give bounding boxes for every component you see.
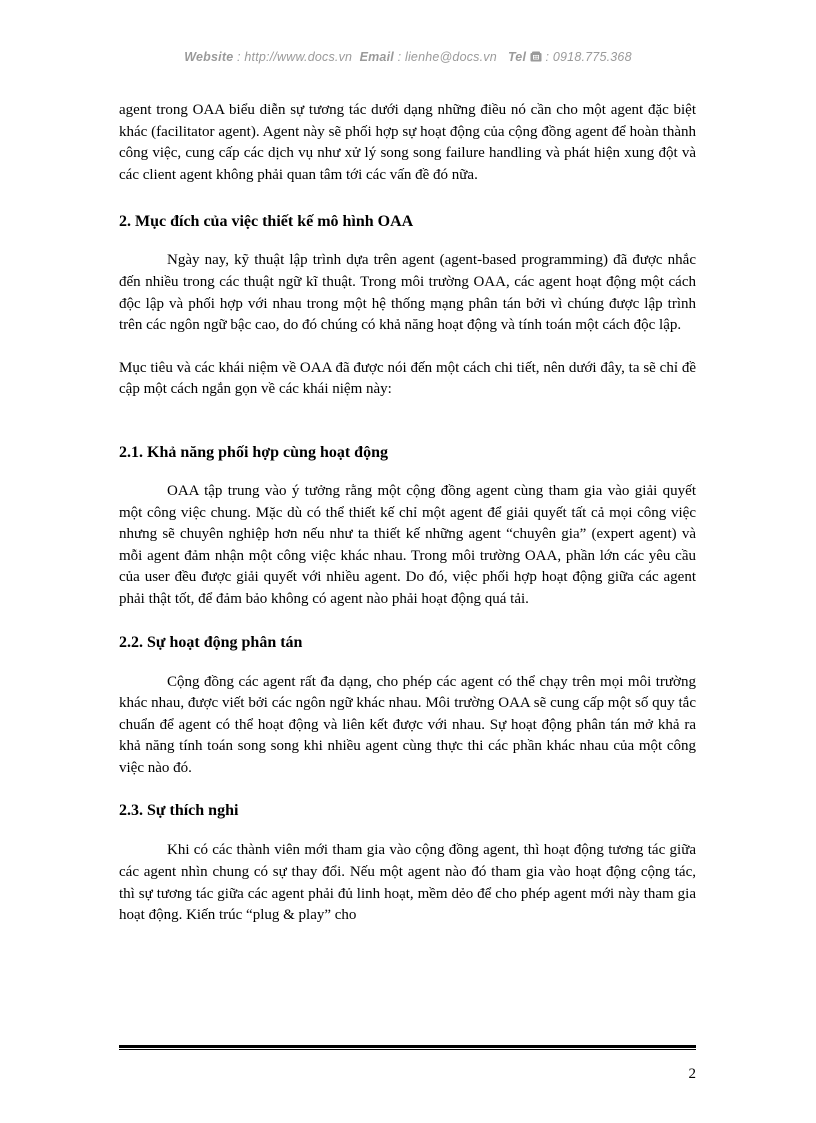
tel-value: : 0918.775.368: [545, 50, 632, 64]
section-2-1-heading: 2.1. Khả năng phối hợp cùng hoạt động: [119, 443, 388, 461]
footer-divider: [119, 1045, 696, 1050]
email-label: Email: [359, 50, 394, 64]
section-2-paragraph-2: Mục tiêu và các khái niệm về OAA đã được nói đến một cách chi tiết, nên dưới đây, ta sẽ chỉ đề cập một cách ngắn gọn về các khái niệm này:: [119, 359, 696, 398]
section-2-paragraph-1: Ngày nay, kỹ thuật lập trình dựa trên agent (agent-based programming) đã được nhắc đến nhiều trong các thuật ngữ kĩ thuật. Trong môi trường OAA, các agent hoạt động một cách độc lập và phối hợp với nhau trong một hệ thống mạng phân tán bởi vì chúng được lập trình trên các ngôn ngữ bậc cao, do đó chúng có khả năng hoạt động và tính toán một cách độc lập.: [119, 252, 696, 334]
document-body: [119, 100, 696, 927]
intro-paragraph: agent trong OAA biểu diễn sự tương tác dưới dạng những điều nó cần cho một agent đặc biệt khác (facilitator agent). Agent này sẽ phối hợp sự hoạt động của cộng đồng agent để hoàn thành công việc, cung cấp các dịch vụ như xử lý song song failure handling và phát hiện xung đột và các client agent không phải quan tâm tới các vấn đề đó nữa.: [119, 102, 696, 183]
tel-label: Tel: [507, 50, 527, 64]
email-value: : lienhe@docs.vn: [397, 50, 497, 64]
phone-icon: [530, 51, 542, 65]
section-2-heading: 2. Mục đích của việc thiết kế mô hình OAA: [119, 213, 414, 231]
section-2-3-paragraph: Khi có các thành viên mới tham gia vào cộng đồng agent, thì hoạt động tương tác giữa các agent nhìn chung có sự thay đổi. Nếu một agent nào đó tham gia vào hoạt động cộng tác, thì sự tương tác giữa các agent phải đủ linh hoạt, mềm dẻo để cho phép agent mới này tham gia hoạt động. Kiến trúc “plug & play” cho: [119, 842, 696, 924]
section-2-2-paragraph: Cộng đồng các agent rất đa dạng, cho phép các agent có thể chạy trên mọi môi trường khác nhau, được viết bởi các ngôn ngữ khác nhau. Môi trường OAA sẽ cung cấp một số quy tắc chuẩn để agent có thể hoạt động và liên kết được với nhau. Sự hoạt động phân tán mở khả ra khả năng tính toán song song khi nhiều agent cùng thực thi các phần khác nhau của một công việc nào đó.: [119, 673, 696, 776]
section-2-1-paragraph: OAA tập trung vào ý tưởng rằng một cộng đồng agent cùng tham gia vào giải quyết một công việc chung. Mặc dù có thể thiết kế chỉ một agent để giải quyết tất cả mọi công việc nhưng sẽ chuyên nghiệp hơn nếu như ta thiết kế những agent “chuyên gia” (expert agent) và mỗi agent đảm nhận một công việc khác nhau. Trong môi trường OAA, phần lớn các yêu cầu của user đều được giải quyết với nhiều agent. Do đó, việc phối hợp hoạt động giữa các agent phải thật tốt, để đảm bảo không có agent nào phải hoạt động quá tải.: [119, 482, 696, 607]
page-number: 2: [688, 1066, 696, 1082]
website-label: Website: [184, 50, 234, 64]
section-2-2-heading: 2.2. Sự hoạt động phân tán: [119, 633, 303, 651]
page-header: [0, 50, 816, 65]
section-2-3-heading: 2.3. Sự thích nghi: [119, 802, 239, 820]
website-value: : http://www.docs.vn: [237, 50, 353, 64]
